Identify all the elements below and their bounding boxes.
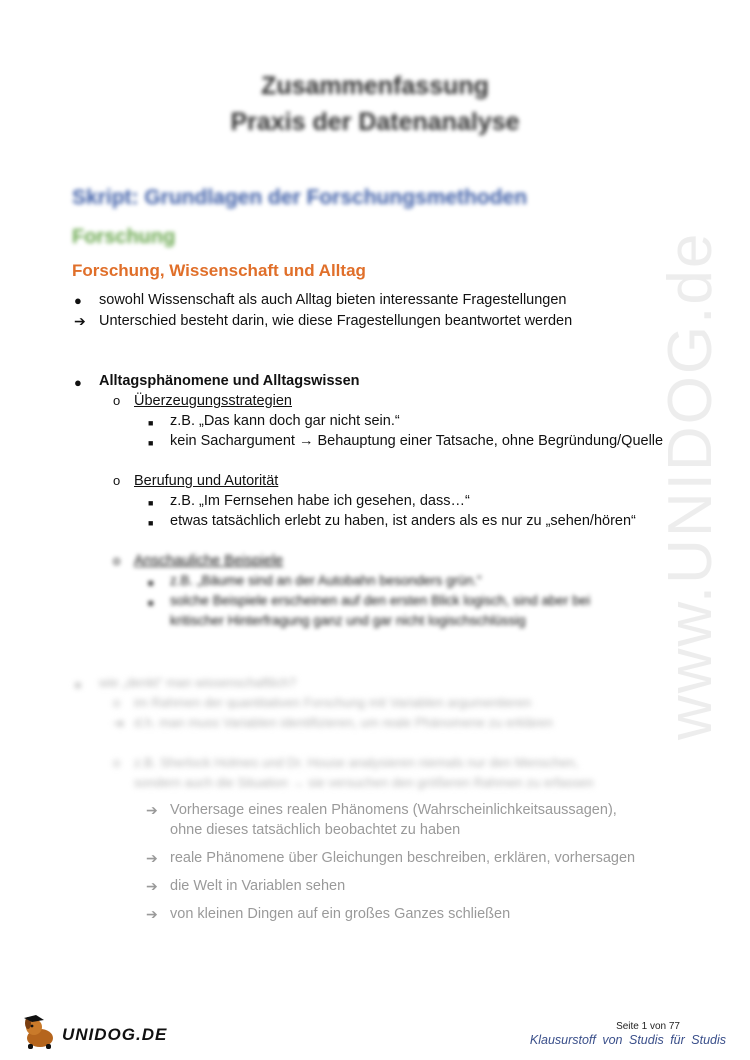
group-label-beispiele: Anschauliche Beispiele [134,553,284,569]
arrow-icon: ➔ [146,906,158,922]
denkt-sub2-line2: sondern auch die Situation → sie versuchen den größeren Rahmen zu erfassen [134,775,594,790]
circle-bullet-icon: o [113,695,121,710]
square-bullet-icon: ■ [148,598,154,608]
list-item: z.B. „Bäume sind an der Autobahn besonders grün.“ [170,573,482,588]
bullet-icon: ● [74,293,82,308]
intro-arrow-text: Unterschied besteht darin, wie diese Fragestellungen beantwortet werden [99,313,573,329]
arrow-icon: ➔ [74,313,86,329]
list-item: z.B. „Im Fernsehen habe ich gesehen, dass…“ [170,493,470,509]
list-item: etwas tatsächlich erlebt zu haben, ist anders als es nur zu „sehen/hören“ [170,513,636,529]
list-item: z.B. „Das kann doch gar nicht sein.“ [170,413,400,429]
heading-skript: Skript: Grundlagen der Forschungsmethoden [72,186,528,209]
arrow-item: von kleinen Dingen auf ein großes Ganzes schließen [170,906,511,922]
list-item: kein Sachargument → Behauptung einer Tatsache, ohne Begründung/Quelle [170,433,664,449]
dog-icon [20,1014,64,1050]
arrow-icon: ➔ [146,878,158,894]
list-item: kritischer Hinterfragung ganz und gar nicht logischschlüssig [170,613,526,628]
document-title-line2: Praxis der Datenanalyse [230,108,520,136]
alltag-heading: Alltagsphänomene und Alltagswissen [99,373,360,389]
square-bullet-icon: ■ [148,438,154,448]
page-number: Seite 1 von 77 [616,1021,680,1032]
square-bullet-icon: ■ [148,578,154,588]
bullet-icon: ● [74,677,82,692]
document-title-line1: Zusammenfassung [261,72,489,100]
arrow-item: ohne dieses tatsächlich beobachtet zu haben [170,822,461,838]
logo-text: UNIDOG.DE [62,1025,168,1044]
arrow-icon: ➔ [146,850,158,866]
square-bullet-icon: ■ [148,518,154,528]
arrow-item: Vorhersage eines realen Phänomens (Wahrscheinlichkeitsaussagen), [170,802,617,818]
arrow-item: reale Phänomene über Gleichungen beschreiben, erklären, vorhersagen [170,850,636,866]
square-bullet-icon: ■ [148,498,154,508]
denkt-heading: wie „denkt“ man wissenschaftlich? [99,675,297,690]
intro-bullet-text: sowohl Wissenschaft als auch Alltag bieten interessante Fragestellungen [99,292,567,308]
heading-forschung: Forschung [72,226,176,248]
footer-slogan: Klausurstoff von Studis für Studis [529,1033,726,1047]
bullet-icon: ● [74,375,82,390]
arrow-item: die Welt in Variablen sehen [170,878,346,894]
circle-bullet-icon: o [113,553,121,568]
watermark: www.UNIDOG.de [656,231,725,740]
heading-forschung-wissenschaft-alltag: Forschung, Wissenschaft und Alltag [72,261,366,280]
denkt-sub2-line1: z.B. Sherlock Holmes und Dr. House analysieren niemals nur den Menschen, [134,755,579,770]
denkt-sub1-arrow: d.h. man muss Variablen identifizieren, um reale Phänomene zu erklären [134,715,553,730]
square-bullet-icon: ■ [148,418,154,428]
list-item: solche Beispiele erscheinen auf den ersten Blick logisch, sind aber bei [170,593,591,608]
circle-bullet-icon: o [113,473,121,488]
unidog-logo [20,1014,168,1050]
group-label-ueberzeugung: Überzeugungsstrategien [134,393,292,409]
circle-bullet-icon: o [113,393,121,408]
group-label-berufung: Berufung und Autorität [134,473,279,489]
denkt-sub1: im Rahmen der quantitativen Forschung mit Variablen argumentieren [134,695,532,710]
arrow-icon: ➔ [146,802,158,818]
arrow-icon: ➔ [113,715,125,731]
circle-bullet-icon: o [113,755,121,770]
